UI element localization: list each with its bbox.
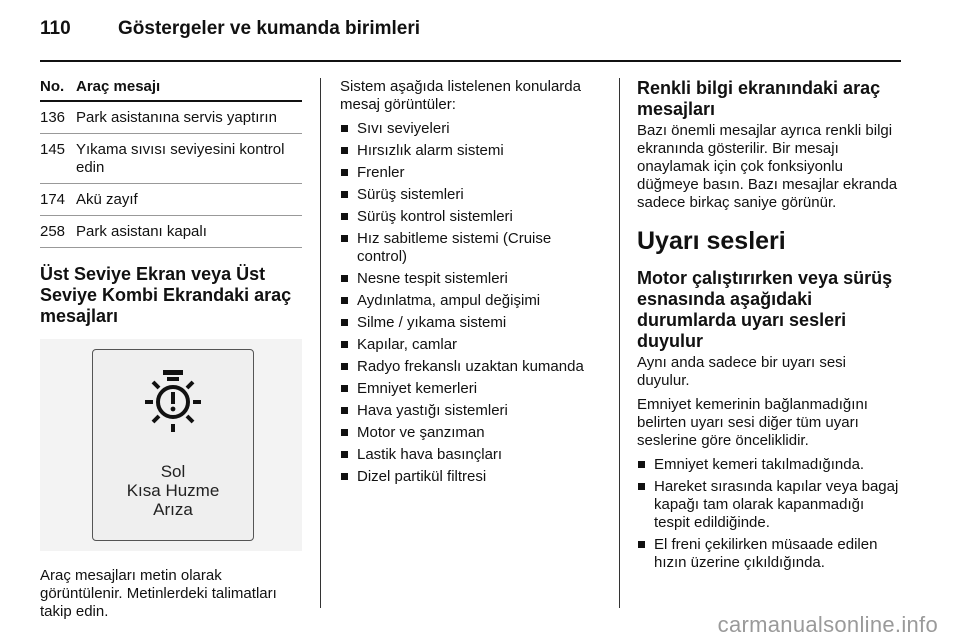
list-item-text: Hareket sırasında kapılar veya bagaj kapağı tam olarak kapanmadığı tespit edildiğinde. <box>654 478 899 531</box>
bullet <box>341 213 348 220</box>
bullet <box>341 341 348 348</box>
bullet <box>341 429 348 436</box>
list-item <box>340 336 602 354</box>
bullet <box>341 275 348 282</box>
list-item <box>340 186 602 204</box>
display-message <box>93 462 253 519</box>
bullet <box>638 461 645 468</box>
list-item-text: Silme / yıkama sistemi <box>357 314 507 331</box>
list-item <box>340 292 602 310</box>
column-2 <box>340 78 602 490</box>
display-line: Kısa Huzme <box>126 481 220 500</box>
bullet <box>341 451 348 458</box>
message-number: 258 <box>40 223 66 240</box>
bullet <box>341 407 348 414</box>
list-item-text: Sürüş sistemleri <box>357 186 464 203</box>
message-number: 145 <box>40 141 66 158</box>
bullet <box>341 147 348 154</box>
table-row <box>40 216 302 248</box>
column-1 <box>40 78 302 627</box>
list-item-text: Hız sabitleme sistemi (Cruise control) <box>357 230 552 265</box>
list-item-text: Emniyet kemeri takılmadığında. <box>654 456 865 473</box>
list-item <box>637 478 901 532</box>
subsection-heading: Motor çalıştırırken veya sürüş esnasında aşağıdaki durumlarda uyarı sesleri duyulur <box>637 268 893 351</box>
list-item <box>340 424 602 442</box>
bullet <box>341 169 348 176</box>
message-topics-list <box>340 120 602 486</box>
warning-chime-list <box>637 456 901 572</box>
paragraph: Araç mesajları metin olarak görüntülenir. Metinlerdeki talimatları takip edin. <box>40 567 277 620</box>
list-item <box>340 120 602 138</box>
message-text: Park asistanı kapalı <box>76 223 207 240</box>
list-item-text: Hırsızlık alarm sistemi <box>357 142 504 159</box>
list-item-text: Aydınlatma, ampul değişimi <box>357 292 541 309</box>
bullet <box>341 235 348 242</box>
bullet <box>341 385 348 392</box>
message-number: 136 <box>40 109 66 126</box>
bullet <box>341 319 348 326</box>
page-number: 110 <box>40 18 71 39</box>
column-3 <box>637 78 901 576</box>
table-row <box>40 134 302 184</box>
list-item <box>340 314 602 332</box>
display-screen <box>92 349 254 541</box>
list-item <box>340 270 602 288</box>
section-heading-color-display: Renkli bilgi ekranındaki araç mesajları <box>637 78 881 119</box>
intro-paragraph: Sistem aşağıda listelenen konularda mesaj görüntüler: <box>340 78 581 113</box>
column-divider <box>320 78 321 608</box>
list-item <box>340 468 602 486</box>
page-header <box>40 18 420 40</box>
paragraph: Aynı anda sadece bir uyarı sesi duyulur. <box>637 354 847 389</box>
list-item <box>340 230 602 266</box>
paragraph: Emniyet kemerinin bağlanmadığını belirten uyarı sesi diğer tüm uyarı seslerine göre önceliklidir. <box>637 396 868 449</box>
table-header-message: Araç mesajı <box>76 78 161 95</box>
table-row <box>40 102 302 134</box>
bullet <box>341 125 348 132</box>
list-item-text: Radyo frekanslı uzaktan kumanda <box>357 358 584 375</box>
list-item-text: Lastik hava basınçları <box>357 446 503 463</box>
bullet <box>638 541 645 548</box>
list-item-text: Hava yastığı sistemleri <box>357 402 508 419</box>
list-item-text: Dizel partikül filtresi <box>357 468 487 485</box>
message-table-header <box>40 78 302 102</box>
list-item <box>637 456 901 474</box>
message-text: Akü zayıf <box>76 191 138 208</box>
list-item-text: Nesne tespit sistemleri <box>357 270 508 287</box>
header-rule <box>40 60 901 62</box>
table-header-no: No. <box>40 78 65 95</box>
bullet <box>341 297 348 304</box>
bullet <box>638 483 645 490</box>
bullet <box>341 473 348 480</box>
list-item <box>340 446 602 464</box>
bulb-failure-icon <box>93 350 253 460</box>
bullet <box>341 363 348 370</box>
list-item-text: Motor ve şanzıman <box>357 424 485 441</box>
message-text: Park asistanına servis yaptırın <box>76 109 277 126</box>
bullet <box>341 191 348 198</box>
column-divider <box>619 78 620 608</box>
list-item <box>340 142 602 160</box>
display-line: Arıza <box>153 500 193 519</box>
list-item <box>340 164 602 182</box>
list-item-text: Sürüş kontrol sistemleri <box>357 208 513 225</box>
list-item-text: Frenler <box>357 164 405 181</box>
list-item <box>340 380 602 398</box>
message-number: 174 <box>40 191 66 208</box>
display-illustration <box>40 339 302 551</box>
list-item <box>637 536 901 572</box>
table-row <box>40 184 302 216</box>
list-item-text: Kapılar, camlar <box>357 336 458 353</box>
list-item <box>340 358 602 376</box>
list-item <box>340 402 602 420</box>
list-item <box>340 208 602 226</box>
list-item-text: Emniyet kemerleri <box>357 380 478 397</box>
section-heading-vehicle-messages: Üst Seviye Ekran veya Üst Seviye Kombi Ekrandaki araç mesajları <box>40 264 292 326</box>
list-item-text: Sıvı seviyeleri <box>357 120 450 137</box>
watermark: carmanualsonline.info <box>717 612 938 637</box>
display-line: Sol <box>160 462 186 481</box>
section-heading-warning-chimes: Uyarı sesleri <box>637 227 786 255</box>
list-item-text: El freni çekilirken müsaade edilen hızın üzerine çıkıldığında. <box>654 536 878 571</box>
message-text: Yıkama sıvısı seviyesini kontrol edin <box>76 141 285 176</box>
page-title: Göstergeler ve kumanda birimleri <box>118 18 421 39</box>
paragraph: Bazı önemli mesajlar ayrıca renkli bilgi ekranında gösterilir. Bir mesajı onaylamak için çok fonksiyonlu düğmeye basın. Bazı mesajlar ekranda sadece birkaç saniye görünür. <box>637 122 898 211</box>
